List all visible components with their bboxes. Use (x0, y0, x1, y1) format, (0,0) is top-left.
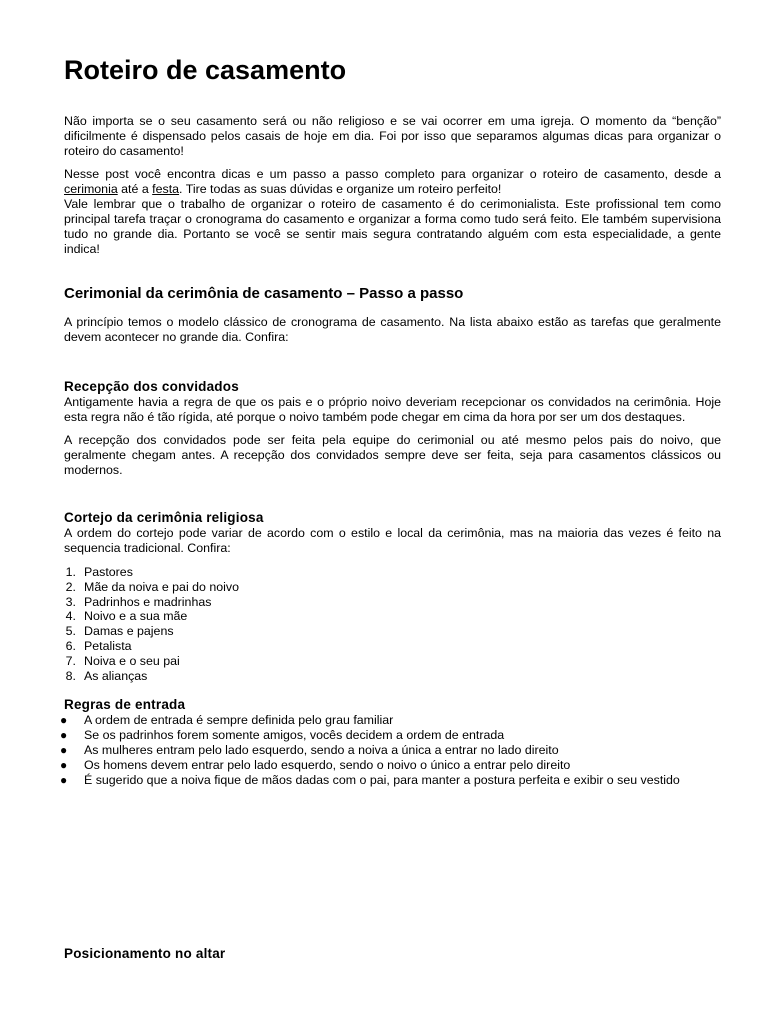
bullet-icon: ● (60, 757, 68, 772)
cortejo-text: A ordem do cortejo pode variar de acordo com o estilo e local da cerimônia, mas na maioria das vezes é feito na sequencia tradicional. Confira: (64, 526, 721, 555)
intro-paragraph-1: Não importa se o seu casamento será ou não religioso e se vai ocorrer em uma igreja. O momento da “benção” dificilmente é dispensado pelos casais de hoje em dia. Foi por isso que separamos algumas dicas para organizar o roteiro do casamento! (64, 114, 721, 158)
recepcao-paragraph-2: A recepção dos convidados pode ser feita pela equipe do cerimonial ou até mesmo pelos pais do noivo, que geralmente chegam antes. A recepção dos convidados sempre deve ser feita, seja para casamentos clássicos ou modernos. (64, 433, 721, 477)
list-item: 4. Noivo e a sua mãe (65, 609, 188, 624)
recepcao-paragraph-1: Antigamente havia a regra de que os pais e o próprio noivo deveriam recepcionar os convidados na cerimônia. Hoje esta regra não é tão rígida, até porque o noivo também pode chegar em cima da hora por ser um dos destaques. (64, 395, 721, 424)
list-item: ● Os homens devem entrar pelo lado esquerdo, sendo o noivo o único a entrar pelo direito (60, 757, 571, 772)
list-item: ● As mulheres entram pelo lado esquerdo, sendo a noiva a única a entrar no lado direito (60, 742, 559, 757)
regras-list (60, 713, 721, 787)
list-item: 8. As alianças (65, 668, 148, 683)
intro-text: Nesse post você encontra dicas e um passo a passo completo para organizar o roteiro de casamento, desde a (64, 167, 721, 181)
section-cerimonial-text: A princípio temos o modelo clássico de cronograma de casamento. Na lista abaixo estão as tarefas que geralmente devem acontecer no grande dia. Confira: (64, 315, 721, 344)
list-item: 7. Noiva e o seu pai (65, 653, 180, 668)
list-item: 3. Padrinhos e madrinhas (65, 594, 212, 609)
intro-text: . Tire todas as suas dúvidas e organize um roteiro perfeito! (179, 182, 502, 196)
bullet-icon: ● (60, 728, 68, 743)
bullet-icon: ● (60, 713, 68, 728)
page-title: Roteiro de casamento (64, 55, 347, 85)
cortejo-list (64, 565, 721, 683)
heading-posicionamento: Posicionamento no altar (64, 946, 226, 961)
intro-paragraph-3: Vale lembrar que o trabalho de organizar o roteiro de casamento é do cerimonialista. Este profissional tem como principal tarefa traçar o cronograma do casamento e organizar a forma como tudo será feito. Ele também supervisiona tudo no grande dia. Portanto se você se sentir mais segura contratando alguém com esta especialidade, a gente indica! (64, 197, 721, 256)
list-item: ● É sugerido que a noiva fique de mãos dadas com o pai, para manter a postura perfeita e exibir o seu vestido (60, 772, 680, 787)
document-page (60, 50, 721, 787)
heading-recepcao: Recepção dos convidados (64, 379, 239, 394)
section-regras (60, 697, 721, 787)
list-item: ● Se os padrinhos forem somente amigos, vocês decidem a ordem de entrada (60, 728, 505, 743)
section-heading-cerimonial: Cerimonial da cerimônia de casamento – Passo a passo (64, 285, 464, 302)
link-festa[interactable]: festa (152, 182, 180, 196)
heading-cortejo: Cortejo da cerimônia religiosa (64, 510, 264, 525)
list-item: 6. Petalista (65, 638, 132, 653)
intro-text: até a (117, 182, 153, 196)
list-item: 5. Damas e pajens (65, 624, 174, 639)
list-item: 1. Pastores (65, 565, 133, 579)
list-item: 2. Mãe da noiva e pai do noivo (65, 579, 239, 594)
list-item: ● A ordem de entrada é sempre definida pelo grau familiar (60, 713, 394, 728)
section-recepcao (64, 379, 721, 478)
heading-regras: Regras de entrada (64, 697, 186, 713)
section-cortejo (64, 510, 721, 683)
bullet-icon: ● (60, 772, 68, 787)
link-cerimonia[interactable]: cerimonia (64, 182, 118, 196)
bullet-icon: ● (60, 742, 68, 757)
intro-paragraph-2 (64, 167, 721, 197)
